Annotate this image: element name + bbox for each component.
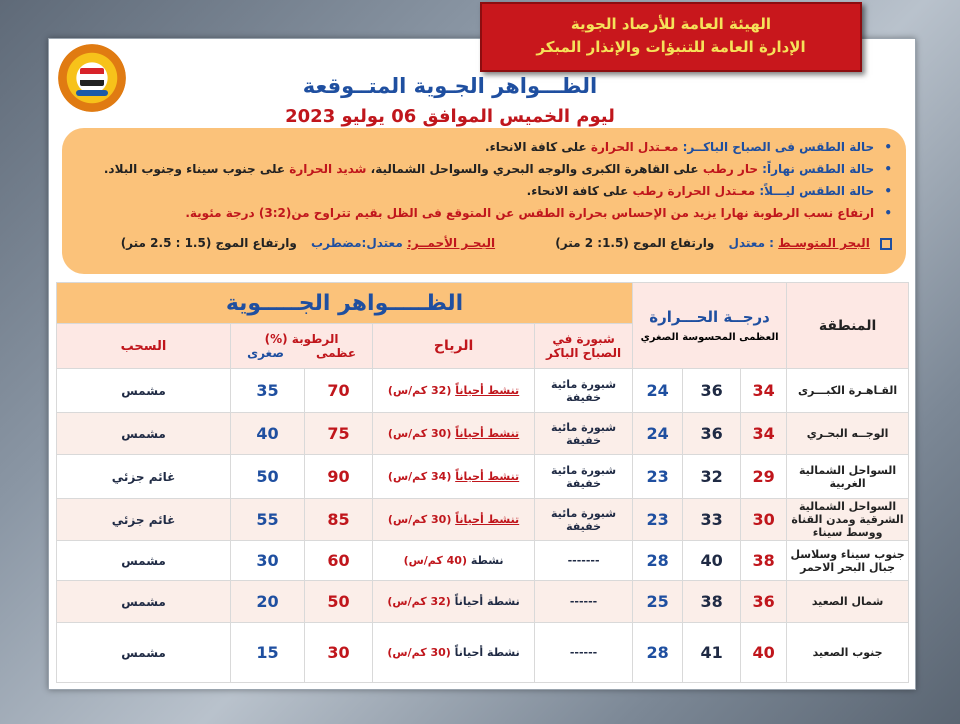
flag-icon	[80, 68, 104, 86]
summary-morning: • حالة الطقس فى الصباح الباكــر: معـتدل الحرارة على كافة الانحاء.	[485, 140, 892, 154]
temp-max-cell: 34	[741, 369, 787, 413]
humidity-title: الرطوبة (%)	[264, 332, 339, 346]
humidity-max-label: عظمى	[315, 346, 357, 360]
temp-feels-cell: 32	[683, 455, 741, 499]
red-sea-label: البحـر الأحمــر:	[406, 236, 496, 250]
temp-min-cell: 24	[633, 369, 683, 413]
summary-day: • حالة الطقس نهاراً: حار رطب على القاهرة الكبرى والوجه البحري والسواحل الشمالية، شديد الحرارة على جنوب سيناء وجنوب البلاد.	[103, 162, 892, 176]
forecast-date: ليوم الخميس الموافق 06 يوليو 2023	[285, 106, 615, 127]
wind-cell	[373, 623, 535, 683]
temp-feels-cell: 40	[683, 541, 741, 581]
clouds-cell: مشمس	[57, 369, 231, 413]
temp-feels-cell: 41	[683, 623, 741, 683]
table-row	[57, 413, 909, 455]
humidity-max-cell: 90	[305, 455, 373, 499]
humidity-min-cell: 40	[231, 413, 305, 455]
temp-max-cell: 40	[741, 623, 787, 683]
wind-description: نشطة	[470, 554, 504, 567]
med-sea-label: البحر المتوسـط	[778, 236, 870, 250]
summary-humidity: • ارتفاع نسب الرطوبة نهارا يزيد من الإحساس بحرارة الطقس عن المتوقع فى الظل بقيم تتراوح من(3:2) درجة مئوية.	[185, 206, 892, 220]
wind-speed: (32 كم/س)	[387, 384, 452, 397]
humidity-max-cell: 60	[305, 541, 373, 581]
temp-feels-cell: 36	[683, 369, 741, 413]
wind-speed: (34 كم/س)	[387, 470, 452, 483]
night-value: معـتدل الحرارة رطب	[632, 184, 756, 198]
phenomena-header: الظـــــواهر الجـــــوية	[57, 283, 633, 324]
humidity-max-cell: 75	[305, 413, 373, 455]
wind-description: نشطة أحياناً	[454, 595, 520, 608]
fog-cell: شبورة مائية خفيفة	[535, 499, 633, 541]
table-row	[57, 581, 909, 623]
wind-cell	[373, 581, 535, 623]
temp-feels-cell: 33	[683, 499, 741, 541]
temp-max-cell: 38	[741, 541, 787, 581]
humidity-max-cell: 50	[305, 581, 373, 623]
wind-cell	[373, 369, 535, 413]
fog-header: شبورة في الصباح الباكر	[535, 324, 633, 369]
clouds-cell: مشمس	[57, 623, 231, 683]
forecast-table	[56, 282, 909, 683]
region-header: المنطقة	[787, 283, 909, 369]
wind-speed: (30 كم/س)	[387, 646, 451, 659]
wind-description: تنشط أحياناً	[455, 384, 520, 397]
med-sea-state: : معتدل	[728, 236, 774, 250]
humidity-min-cell: 20	[231, 581, 305, 623]
temp-min-cell: 24	[633, 413, 683, 455]
humidity-max-cell: 70	[305, 369, 373, 413]
temp-min-cell: 28	[633, 541, 683, 581]
humidity-header	[231, 324, 373, 369]
temperature-subheader: العظمى المحسوسة الصغري	[640, 332, 779, 343]
wind-cell	[373, 541, 535, 581]
wind-header: الرياح	[373, 324, 535, 369]
fog-cell: -------	[535, 541, 633, 581]
day-label: حالة الطقس نهاراً:	[762, 162, 875, 176]
temp-min-cell: 28	[633, 623, 683, 683]
table-row	[57, 541, 909, 581]
fog-cell: شبورة مائية خفيفة	[535, 413, 633, 455]
summary-night: • حالة الطقس ليـــلاً: معـتدل الحرارة رطب على كافة الانحاء.	[526, 184, 892, 198]
agency-name: الهيئة العامة للأرصاد الجوية	[570, 15, 772, 33]
region-cell: السواحل الشمالية الشرقية ومدن القناة ووسط سيناء	[787, 499, 909, 541]
wind-cell	[373, 499, 535, 541]
clouds-header: السحب	[57, 324, 231, 369]
region-cell: جنوب الصعيد	[787, 623, 909, 683]
humidity-max-cell: 85	[305, 499, 373, 541]
humidity-min-cell: 15	[231, 623, 305, 683]
wind-speed: (30 كم/س)	[387, 513, 452, 526]
table-row	[57, 455, 909, 499]
humidity-min-cell: 50	[231, 455, 305, 499]
wind-description: تنشط أحياناً	[455, 427, 520, 440]
checkbox-square-icon	[880, 238, 892, 250]
temperature-header	[633, 283, 787, 369]
morning-label: حالة الطقس فى الصباح الباكــر:	[682, 140, 875, 154]
red-wave: وارتفاع الموج (1.5 : 2.5 متر)	[120, 236, 297, 250]
clouds-icon	[76, 90, 108, 96]
fog-cell: شبورة مائية خفيفة	[535, 455, 633, 499]
summary-sea	[76, 236, 892, 250]
agency-header	[480, 2, 862, 72]
day-rest: على جنوب سيناء وجنوب البلاد.	[103, 162, 286, 176]
wind-cell	[373, 455, 535, 499]
red-sea-state: معتدل:مضطرب	[311, 236, 403, 250]
wind-speed: (40 كم/س)	[403, 554, 467, 567]
region-cell: الوجــه البحـري	[787, 413, 909, 455]
temp-min-cell: 23	[633, 455, 683, 499]
clouds-cell: غائم جزئي	[57, 455, 231, 499]
wind-description: تنشط أحياناً	[455, 513, 520, 526]
fog-cell: ------	[535, 623, 633, 683]
wind-speed: (32 كم/س)	[387, 595, 451, 608]
clouds-cell: مشمس	[57, 541, 231, 581]
night-rest: على كافة الانحاء.	[526, 184, 629, 198]
temp-max-cell: 34	[741, 413, 787, 455]
wind-cell	[373, 413, 535, 455]
region-cell: شمال الصعيد	[787, 581, 909, 623]
med-wave: وارتفاع الموج (1.5: 2 متر)	[555, 236, 715, 250]
temp-max-cell: 36	[741, 581, 787, 623]
temp-max-cell: 29	[741, 455, 787, 499]
fog-cell: شبورة مائية خفيفة	[535, 369, 633, 413]
temp-max-cell: 30	[741, 499, 787, 541]
morning-value: معـتدل الحرارة	[590, 140, 679, 154]
temp-feels-cell: 36	[683, 413, 741, 455]
wind-description: نشطة أحياناً	[454, 646, 520, 659]
fog-cell: ------	[535, 581, 633, 623]
region-cell: السواحل الشمالية الغربية	[787, 455, 909, 499]
region-cell: القـاهـرة الكبـــرى	[787, 369, 909, 413]
weather-summary	[62, 128, 906, 274]
table-row	[57, 623, 909, 683]
department-name: الإدارة العامة للتنبؤات والإنذار المبكر	[536, 38, 806, 56]
wind-description: تنشط أحياناً	[455, 470, 520, 483]
humidity-min-label: صغرى	[247, 346, 284, 360]
page-title: الظـــواهر الجـوية المتــوقعة	[302, 74, 598, 98]
table-row	[57, 499, 909, 541]
day-mid: على القاهرة الكبرى والوجه البحري والسواحل الشمالية،	[370, 162, 699, 176]
morning-rest: على كافة الانحاء.	[485, 140, 587, 154]
night-label: حالة الطقس ليـــلاً:	[759, 184, 875, 198]
humidity-min-cell: 30	[231, 541, 305, 581]
humidity-max-cell: 30	[305, 623, 373, 683]
temp-min-cell: 25	[633, 581, 683, 623]
day-value: حار رطب	[702, 162, 758, 176]
clouds-cell: غائم جزئي	[57, 499, 231, 541]
clouds-cell: مشمس	[57, 581, 231, 623]
region-cell: جنوب سيناء وسلاسل جبال البحر الاحمر	[787, 541, 909, 581]
table-row	[57, 369, 909, 413]
clouds-cell: مشمس	[57, 413, 231, 455]
temperature-title: درجــة الحـــرارة	[649, 308, 770, 326]
ema-logo-icon	[58, 44, 126, 112]
humidity-min-cell: 35	[231, 369, 305, 413]
temp-feels-cell: 38	[683, 581, 741, 623]
humidity-min-cell: 55	[231, 499, 305, 541]
temp-min-cell: 23	[633, 499, 683, 541]
humidity-note: ارتفاع نسب الرطوبة نهارا يزيد من الإحساس بحرارة الطقس عن المتوقع فى الظل بقيم تتراوح من(3:2) درجة مئوية.	[185, 206, 875, 220]
wind-speed: (30 كم/س)	[387, 427, 452, 440]
day-hot: شديد الحرارة	[289, 162, 367, 176]
